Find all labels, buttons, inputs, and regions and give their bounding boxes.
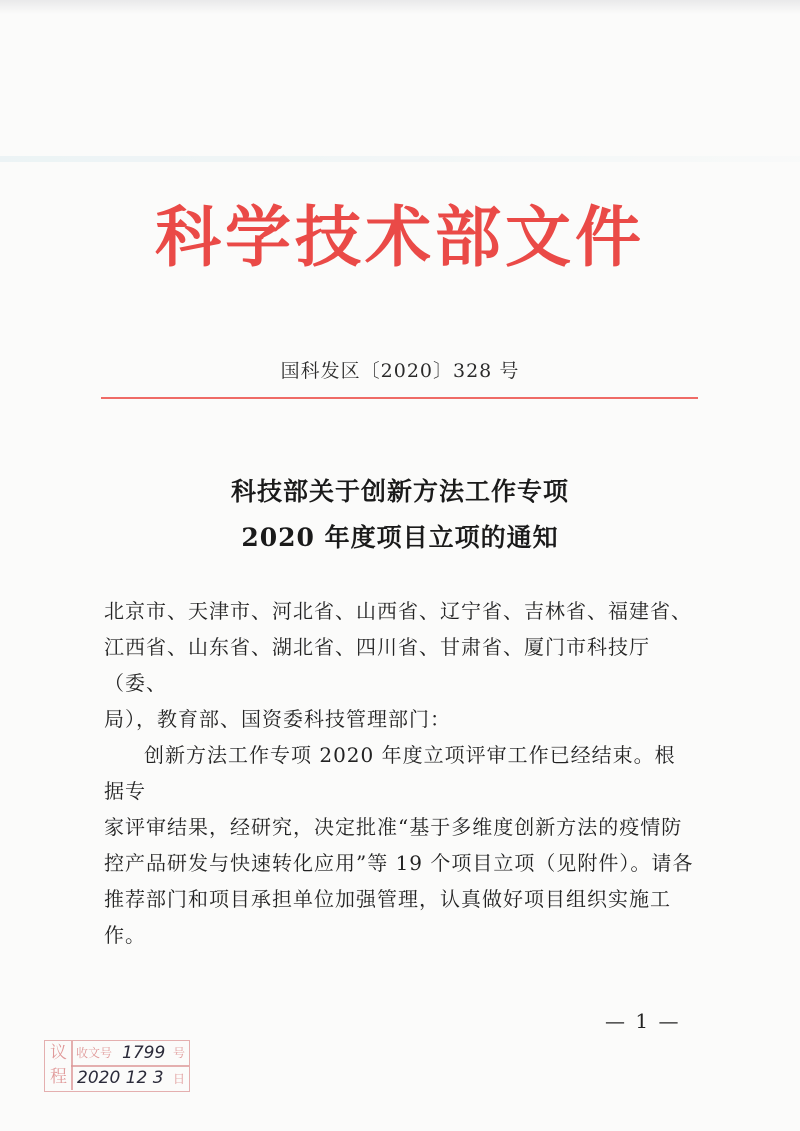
paragraph-line-3: 控产品研发与快速转化应用”等 19 个项目立项（见附件）。请各	[104, 851, 694, 875]
notice-title-line-1: 科技部关于创新方法工作专项	[230, 477, 569, 506]
masthead-title: 科学技术部文件	[155, 199, 645, 276]
stamp-divider-horizontal	[71, 1065, 189, 1067]
paragraph-line-2: 家评审结果，经研究，决定批准“基于多维度创新方法的疫情防	[104, 815, 683, 839]
stamp-unit-hao: 号	[173, 1046, 186, 1060]
stamp-received-label: 收文号	[76, 1046, 113, 1060]
paragraph-line-1: 创新方法工作专项 2020 年度立项评审工作已经结束。根据专	[104, 743, 676, 803]
stamp-char-2: 程	[50, 1067, 67, 1087]
stamp-handwritten-number: 1799	[122, 1043, 166, 1063]
addressee-line-3: 局），教育部、国资委科技管理部门：	[104, 707, 451, 731]
receipt-stamp	[44, 1040, 190, 1092]
notice-title-line-2: 2020 年度项目立项的通知	[241, 523, 559, 552]
red-divider-line	[101, 397, 698, 399]
notice-body	[104, 593, 694, 953]
stamp-handwritten-date: 2020 12 3	[77, 1068, 164, 1088]
scan-top-shadow	[0, 0, 800, 14]
page-number: — 1 —	[605, 1009, 681, 1033]
document-number: 国科发区〔2020〕328 号	[280, 360, 520, 382]
stamp-char-1: 议	[50, 1043, 67, 1063]
scan-streak	[0, 156, 800, 162]
addressee-line-1: 北京市、天津市、河北省、山西省、辽宁省、吉林省、福建省、	[104, 599, 692, 623]
paragraph-line-4: 推荐部门和项目承担单位加强管理，认真做好项目组织实施工作。	[104, 887, 671, 947]
stamp-unit-ri: 日	[173, 1072, 186, 1086]
addressee-line-2: 江西省、山东省、湖北省、四川省、甘肃省、厦门市科技厅（委、	[104, 635, 650, 695]
